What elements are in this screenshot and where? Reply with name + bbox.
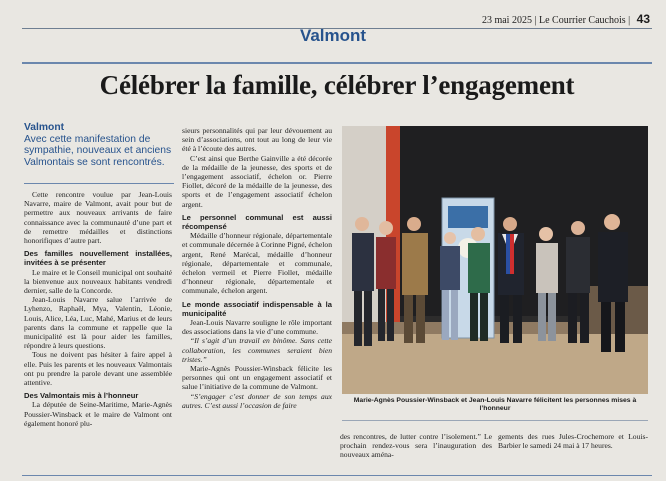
- photo-caption: Marie-Agnès Poussier-Winsback et Jean-Louis Navarre félicitent les personnes mises à l’honneur: [353, 397, 637, 413]
- quote: “Il s’agit d’un travail en binôme. Sans cette collaboration, les communes seraient bien tristes.”: [182, 336, 332, 364]
- group-photo: [342, 126, 648, 394]
- kicker-text: Avec cette manifestation de sympathie, nouveaux et anciens Valmontais se sont rencontrés.: [24, 133, 172, 168]
- paragraph: Médaille d’honneur régionale, départementale et communale décernée à Corinne Pigné, échelon argent, René Marécal, médaille d’honneur régionale, départementale et communale, échelon vermeil et Pierre Fiollet, médaille d’honneur régionale, départementale et communale, échelon argent.: [182, 231, 332, 296]
- section-rule: [22, 62, 652, 64]
- subheading: Des Valmontais mis à l’honneur: [24, 391, 139, 401]
- subheading: Le personnel communal est aussi récompensé: [182, 212, 332, 232]
- article-column-1: [24, 190, 172, 428]
- article-headline: Célébrer la famille, célébrer l’engagement: [99, 70, 575, 100]
- article-column-2: [182, 126, 332, 410]
- group-photo-illustration: [342, 126, 648, 394]
- article-column-4: [498, 432, 648, 450]
- paragraph: C’est ainsi que Berthe Gainville a été décorée de la médaille de la jeunesse, des sports et de l’engagement associatif, échelon or. Pierre Fiollet, décoré de la médaille de la jeunesse, des sports et de l’engagement associatif échelon argent.: [182, 153, 332, 209]
- paragraph: sieurs personnalités qui par leur dévouement au sein d’associations, ont tout au long de leur vie été à l’écoute des autres.: [182, 126, 332, 154]
- subheading: Des familles nouvellement installées, invitées à se présenter: [24, 249, 172, 268]
- paragraph: Jean-Louis Navarre souligne le rôle important des associations dans la vie d’une commune.: [182, 318, 332, 337]
- caption-rule: [342, 420, 648, 421]
- paragraph: La députée de Seine-Maritime, Marie-Agnès Poussier-Winsback et le maire de Valmont ont également honoré plu-: [24, 400, 172, 428]
- running-header: 23 mai 2025 | Le Courrier Cauchois | 43: [481, 12, 650, 26]
- issue-date: 23 mai 2025: [481, 15, 532, 26]
- kicker-rule: [24, 183, 174, 184]
- newspaper-name: Le Courrier Cauchois: [538, 15, 626, 26]
- paragraph: Jean-Louis Navarre salue l’arrivée de Lyhenzo, Raphaël, Mya, Valentin, Léonie, Louis, Alice, Léa, Luc, Mahé, Marius et de leurs parents dans la commune et rappelle que la municipalité est là pour aider les familles, répondre à leurs questions.: [24, 295, 172, 351]
- quote: “S’engager c’est donner de son temps aux autres. C’est aussi l’occasion de faire: [182, 391, 332, 410]
- article-column-3: [340, 432, 492, 460]
- subheading: Le monde associatif indispensable à la municipalité: [182, 299, 332, 318]
- kicker-title: Valmont: [24, 122, 65, 133]
- paragraph: Le maire et le Conseil municipal ont souhaité la bienvenue aux nouveaux habitants vendredi dernier, salle de la Concorde.: [24, 267, 172, 296]
- article-kicker: [24, 122, 174, 168]
- section-title: Valmont: [299, 26, 367, 45]
- footer-rule: [22, 475, 652, 476]
- paragraph: des rencontres, de lutter contre l’isolement.” Le prochain rendez-vous sera l’inauguration des nouveaux aména-: [340, 432, 492, 460]
- paragraph: gements des rues Jules-Crochemore et Louis-Barbier le samedi 24 mai à 17 heures.: [498, 432, 648, 451]
- paragraph: Tous ne doivent pas hésiter à faire appel à elle. Puis les parents et les nouveaux Valmontais ont pu prendre la parole devant une assemblée attentive.: [24, 350, 172, 388]
- page-number: 43: [636, 12, 650, 26]
- paragraph: Marie-Agnès Poussier-Winsback félicite les personnes qui ont un engagement associatif et salue l’initiative de la commune de Valmont.: [182, 364, 332, 392]
- paragraph: Cette rencontre voulue par Jean-Louis Navarre, maire de Valmont, avait pour but de permettre aux nouveaux arrivants de faire connaissance avec la communauté d’une part et de remettre médailles et distinctions honorifiques d’autre part.: [24, 190, 172, 246]
